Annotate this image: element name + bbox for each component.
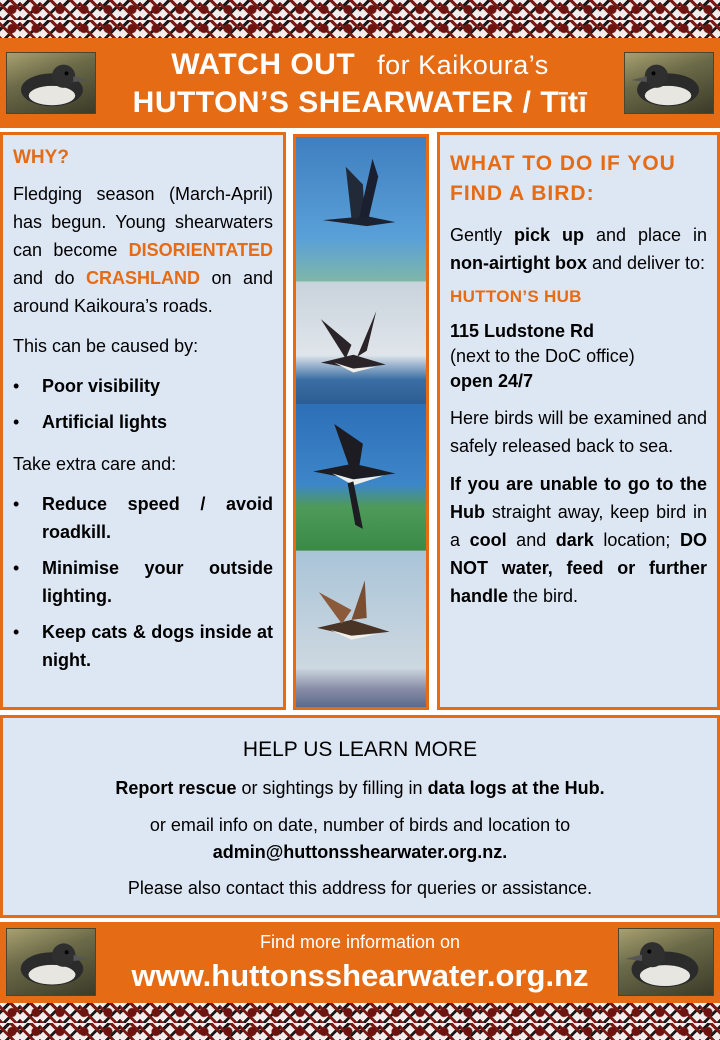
why-panel [0, 132, 286, 710]
causes-list [13, 372, 273, 436]
data-logs-emphasis: data logs at the Hub. [427, 778, 605, 798]
email-instruction: or email info on date, number of birds and location to [149, 815, 571, 835]
shearwater-photo-footer-left [6, 928, 96, 996]
list-item: • Artificial lights [13, 408, 273, 436]
what-paragraph-3 [450, 470, 707, 610]
footer-banner [0, 922, 720, 1003]
hub-address [450, 319, 707, 394]
website-link[interactable]: www.huttonsshearwater.org.nz [131, 958, 589, 993]
what-paragraph-1 [450, 221, 707, 277]
why-text-3: on and around Kaikoura’s roads. [13, 268, 273, 316]
header-banner [0, 38, 720, 128]
contact-note: Please also contact this address for queries or assistance. [127, 878, 593, 898]
why-paragraph [13, 180, 273, 320]
why-text-1: Fledging season (March-April) has begun. Young shearwaters can become [13, 184, 273, 260]
what-text-2: and place in [583, 225, 707, 245]
report-text: or sightings by filling in [236, 778, 428, 798]
help-us-learn-panel [0, 715, 720, 918]
list-item: • Minimise your outside lighting. [13, 554, 273, 610]
what-text-1: Gently [450, 225, 514, 245]
address-note: (next to the DoC office) [450, 346, 635, 366]
title-line-1 [100, 48, 620, 82]
why-text-2: and do [13, 268, 86, 288]
maori-pattern-border-bottom [0, 1003, 720, 1040]
what-text-5: and [506, 530, 556, 550]
what-paragraph-2: Here birds will be examined and safely released back to sea. [450, 408, 707, 456]
find-more-info: Find more information on [259, 932, 461, 952]
list-item: • Poor visibility [13, 372, 273, 400]
unable-emphasis: If you are unable to go to the Hub [450, 474, 707, 522]
list-item: • Keep cats & dogs inside at night. [13, 618, 273, 674]
crashland-emphasis: CRASHLAND [86, 268, 200, 288]
report-rescue-emphasis: Report rescue [115, 778, 237, 798]
title-watch-out: WATCH OUT [171, 48, 356, 81]
pick-up-emphasis: pick up [514, 225, 584, 245]
email-address-link[interactable]: admin@huttonsshearwater.org.nz. [212, 842, 508, 862]
shearwater-photo-right [624, 52, 714, 114]
huttons-hub-heading: HUTTON’S HUB [450, 287, 582, 306]
maori-pattern-border-top [0, 0, 720, 38]
title-line-2: HUTTON’S SHEARWATER / Tītī [132, 86, 588, 119]
causes-intro: This can be caused by: [13, 336, 199, 356]
what-to-do-panel [437, 132, 720, 710]
what-text-4: straight away, keep bird in a [450, 502, 707, 550]
box-emphasis: non-airtight box [450, 253, 587, 273]
what-text-3: and deliver to: [586, 253, 706, 273]
actions-list [13, 490, 273, 674]
address-street: 115 Ludstone Rd [450, 321, 595, 341]
shearwater-photo-footer-right [618, 928, 714, 996]
shearwater-painting-strip [293, 134, 429, 710]
cool-emphasis: cool [469, 530, 507, 550]
disorientated-emphasis: DISORIENTATED [128, 240, 273, 260]
shearwater-photo-left [6, 52, 96, 114]
report-line [3, 778, 717, 799]
help-heading: HELP US LEARN MORE [242, 738, 478, 761]
title-for-kaikoura: for Kaikoura’s [377, 50, 549, 80]
what-text-7: the bird. [508, 586, 579, 606]
what-to-do-heading: WHAT TO DO IF YOU FIND A BIRD: [450, 152, 676, 205]
dark-emphasis: dark [555, 530, 594, 550]
do-not-emphasis: DO NOT water, feed or further handle [450, 530, 707, 606]
actions-intro: Take extra care and: [13, 454, 177, 474]
opening-hours: open 24/7 [450, 371, 534, 391]
why-heading: WHY? [13, 147, 69, 168]
what-text-6: location; [593, 530, 680, 550]
list-item: • Reduce speed / avoid roadkill. [13, 490, 273, 546]
